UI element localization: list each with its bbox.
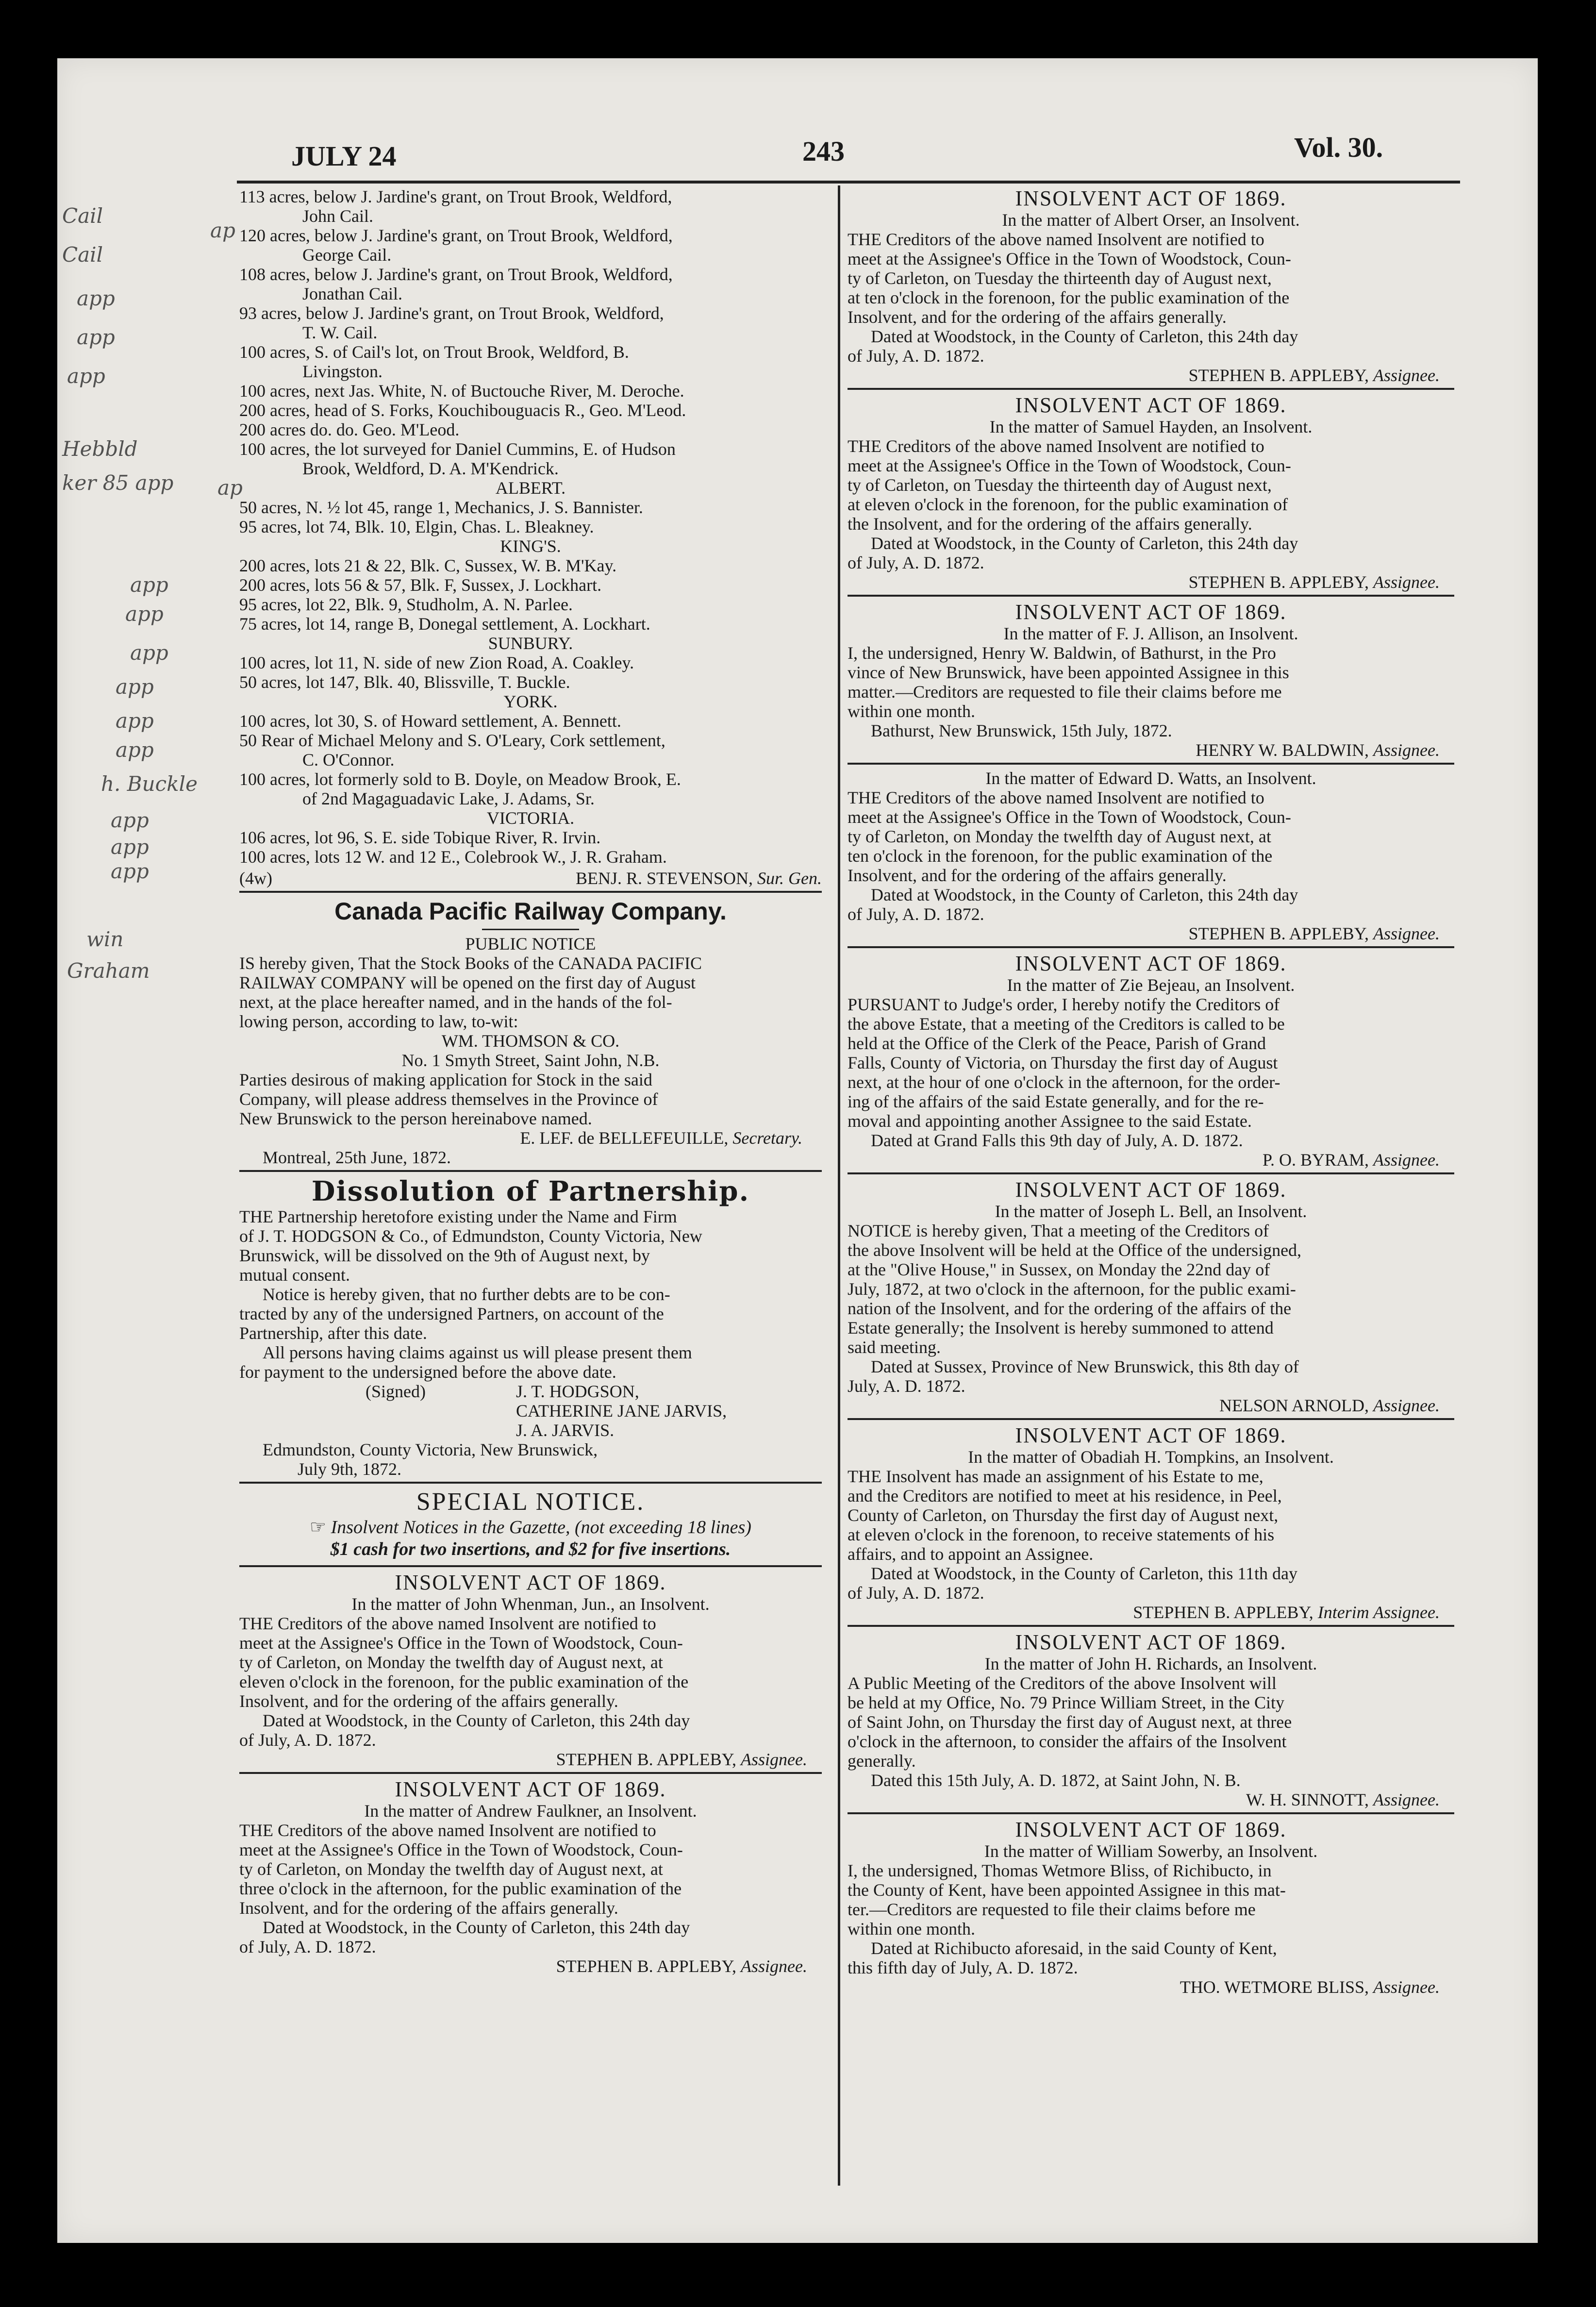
special-notice-text-1: Insolvent Notices in the Gazette, (not exceeding 18 lines) — [331, 1517, 751, 1538]
signed-label: (Signed) — [366, 1382, 426, 1401]
land-grant-line: 200 acres, head of S. Forks, Kouchibouguacis R., Geo. M'Leod. — [239, 401, 686, 420]
notice-line: Insolvent, and for the ordering of the affairs generally. — [239, 1898, 618, 1918]
notice-line: PURSUANT to Judge's order, I hereby notify the Creditors of — [848, 995, 1280, 1014]
notice-line: for payment to the undersigned before the above date. — [239, 1362, 616, 1382]
section-rule — [848, 1625, 1454, 1627]
notice-line: All persons having claims against us will please present them — [263, 1343, 692, 1362]
section-rule — [848, 1418, 1454, 1420]
notice-line: within one month. — [848, 1919, 975, 1939]
land-grant-line: Livingston. — [302, 362, 383, 381]
special-notice-line-2: $1 cash for two insertions, and $2 for five insertions. — [330, 1539, 731, 1559]
notice-line: RAILWAY COMPANY will be opened on the first day of August — [239, 973, 696, 992]
assignee-name: STEPHEN B. APPLEBY, — [556, 1956, 737, 1976]
land-grant-line: YORK. — [503, 692, 558, 711]
short-rule — [482, 929, 579, 930]
notice-line: THE Creditors of the above named Insolvent are notified to — [848, 788, 1264, 807]
notice-heading: INSOLVENT ACT OF 1869. — [1015, 1178, 1287, 1202]
volume-number: Vol. 30. — [1294, 132, 1383, 163]
notice-line: Dated at Woodstock, in the County of Carleton, this 11th day — [871, 1564, 1297, 1583]
notice-line: of July, A. D. 1872. — [848, 553, 984, 572]
notice-line: and the Creditors are notified to meet at his residence, in Peel, — [848, 1486, 1282, 1505]
notice-line: I, the undersigned, Henry W. Baldwin, of Bathurst, in the Pro — [848, 643, 1276, 663]
signer-1: J. T. HODGSON, — [516, 1382, 639, 1401]
insolvent-notice — [848, 1424, 1454, 1627]
notice-line: THE Partnership heretofore existing under the Name and Firm — [239, 1207, 677, 1226]
notice-signer-line — [848, 924, 1454, 943]
notice-line: No. 1 Smyth Street, Saint John, N.B. — [401, 1051, 660, 1070]
notice-line: Bathurst, New Brunswick, 15th July, 1872. — [871, 721, 1172, 740]
margin-mark: ap — [210, 218, 235, 242]
notice-line: July, 1872, at two o'clock in the afternoon, for the public exami- — [848, 1279, 1296, 1299]
assignee-name: HENRY W. BALDWIN, — [1196, 740, 1369, 760]
insolvent-notice — [239, 1778, 822, 1976]
signer-2: CATHERINE JANE JARVIS, — [516, 1401, 727, 1421]
land-grant-line: SUNBURY. — [488, 634, 573, 653]
notice-heading: INSOLVENT ACT OF 1869. — [1015, 1818, 1287, 1841]
section-rule — [239, 891, 822, 893]
land-grant-line: 95 acres, lot 22, Blk. 9, Studholm, A. N. Parlee. — [239, 595, 573, 614]
special-notice-line-1 — [239, 1517, 822, 1538]
assignee-name: STEPHEN B. APPLEBY, — [1188, 572, 1369, 592]
notice-line: Dated this 15th July, A. D. 1872, at Saint John, N. B. — [871, 1771, 1241, 1790]
notice-line: County of Carleton, on Thursday the first day of August next, — [848, 1505, 1279, 1525]
assignee-name: STEPHEN B. APPLEBY, — [1188, 366, 1369, 385]
notice-line: of July, A. D. 1872. — [239, 1730, 376, 1750]
section-rule — [848, 388, 1454, 390]
dissolution-place: Edmundston, County Victoria, New Brunswick, — [263, 1440, 598, 1459]
notice-line: ter.—Creditors are requested to file their claims before me — [848, 1900, 1256, 1919]
margin-note: app — [116, 738, 154, 762]
notice-line: ty of Carleton, on Monday the twelfth day of August next, at — [239, 1859, 663, 1879]
land-grant-line: T. W. Cail. — [302, 323, 378, 342]
notice-line: matter.—Creditors are requested to file their claims before me — [848, 682, 1282, 702]
margin-note: Hebbld — [62, 437, 138, 461]
secretary-name: E. LEF. de BELLEFEUILLE, — [520, 1128, 729, 1148]
notice-heading: INSOLVENT ACT OF 1869. — [1015, 186, 1287, 210]
notice-line: the Insolvent, and for the ordering of the affairs generally. — [848, 514, 1252, 534]
notice-line: meet at the Assignee's Office in the Town of Woodstock, Coun- — [239, 1840, 683, 1859]
notice-line: be held at my Office, No. 79 Prince William Street, in the City — [848, 1693, 1285, 1712]
section-rule — [848, 1172, 1454, 1174]
land-grant-line: 100 acres, lot formerly sold to B. Doyle, on Meadow Brook, E. — [239, 769, 681, 789]
section-rule — [848, 1812, 1454, 1814]
notice-line: meet at the Assignee's Office in the Town of Woodstock, Coun- — [848, 807, 1291, 827]
notice-matter: In the matter of Edward D. Watts, an Insolvent. — [985, 769, 1316, 788]
margin-note: Graham — [67, 959, 150, 983]
margin-note: app — [77, 286, 115, 310]
notice-line: Falls, County of Victoria, on Thursday the first day of August — [848, 1053, 1278, 1072]
page-number: 243 — [802, 135, 845, 167]
header-rule — [237, 181, 1460, 184]
canada-pacific-title: Canada Pacific Railway Company. — [334, 898, 727, 925]
special-notice-title: SPECIAL NOTICE. — [416, 1488, 645, 1516]
notice-heading: INSOLVENT ACT OF 1869. — [395, 1777, 666, 1801]
land-grant-line: 50 Rear of Michael Melony and S. O'Leary, Cork settlement, — [239, 731, 665, 750]
notice-line: Notice is hereby given, that no further debts are to be con- — [263, 1285, 670, 1304]
section-rule — [239, 1772, 822, 1774]
assignee-title: Assignee. — [1373, 1150, 1440, 1170]
margin-note: app — [111, 835, 149, 859]
land-grant-line: 100 acres, next Jas. White, N. of Buctouche River, M. Deroche. — [239, 381, 684, 401]
section-rule — [239, 1170, 822, 1172]
assignee-name: P. O. BYRAM, — [1262, 1150, 1369, 1170]
notice-line: Dated at Woodstock, in the County of Carleton, this 24th day — [263, 1918, 690, 1937]
notice-signer-line — [239, 1750, 822, 1769]
margin-note: app — [116, 675, 154, 699]
right-insolvent-notices — [848, 187, 1454, 1997]
notice-line: Dated at Woodstock, in the County of Carleton, this 24th day — [263, 1711, 690, 1730]
footer-reference: (4w) — [239, 869, 272, 888]
notice-line: Dated at Woodstock, in the County of Carleton, this 24th day — [871, 885, 1298, 904]
land-grant-line: 106 acres, lot 96, S. E. side Tobique River, R. Irvin. — [239, 828, 601, 847]
notice-line: Insolvent, and for the ordering of the affairs generally. — [848, 307, 1227, 327]
insolvent-notice — [848, 394, 1454, 597]
notice-line: Insolvent, and for the ordering of the affairs generally. — [239, 1691, 618, 1711]
assignee-title: Assignee. — [1373, 572, 1440, 592]
assignee-title: Assignee. — [1373, 366, 1440, 385]
assignee-name: STEPHEN B. APPLEBY, — [1188, 924, 1369, 943]
land-grant-line: 120 acres, below J. Jardine's grant, on Trout Brook, Weldford, — [239, 226, 673, 245]
notice-line: within one month. — [848, 702, 975, 721]
notice-line: of J. T. HODGSON & Co., of Edmundston, County Victoria, New — [239, 1226, 702, 1246]
notice-line: ty of Carleton, on Monday the twelfth day of August next, at — [848, 827, 1271, 846]
land-grant-line: 93 acres, below J. Jardine's grant, on Trout Brook, Weldford, — [239, 303, 664, 323]
notice-line: NOTICE is hereby given, That a meeting of the Creditors of — [848, 1221, 1269, 1240]
land-grant-line: George Cail. — [302, 245, 392, 265]
notice-line: the above Estate, that a meeting of the Creditors is called to be — [848, 1014, 1285, 1034]
notice-matter: In the matter of Samuel Hayden, an Insolvent. — [989, 417, 1313, 436]
land-grant-line: 200 acres, lots 56 & 57, Blk. F, Sussex, J. Lockhart. — [239, 575, 602, 595]
assignee-name: THO. WETMORE BLISS, — [1180, 1977, 1369, 1997]
signer-3: J. A. JARVIS. — [516, 1421, 615, 1440]
land-grant-line: 50 acres, N. ½ lot 45, range 1, Mechanics, J. S. Bannister. — [239, 498, 643, 517]
notice-line: ten o'clock in the forenoon, for the public examination of the — [848, 846, 1273, 866]
land-grant-line: 108 acres, below J. Jardine's grant, on Trout Brook, Weldford, — [239, 265, 673, 284]
land-grant-line: C. O'Connor. — [302, 750, 395, 769]
land-grant-line: 95 acres, lot 74, Blk. 10, Elgin, Chas. L. Bleakney. — [239, 517, 594, 536]
section-rule — [239, 1565, 822, 1567]
notice-matter: In the matter of John Whenman, Jun., an Insolvent. — [351, 1594, 710, 1614]
section-rule — [848, 946, 1454, 948]
insolvent-notice — [848, 769, 1454, 948]
assignee-title: Assignee. — [1373, 924, 1440, 943]
column-divider — [838, 185, 840, 2186]
notice-signer-line — [848, 740, 1454, 760]
assignee-title: Assignee. — [1373, 1396, 1440, 1415]
notice-line: THE Insolvent has made an assignment of his Estate to me, — [848, 1467, 1264, 1486]
gazette-page — [57, 58, 1538, 2243]
notice-line: o'clock in the afternoon, to consider the affairs of the Insolvent — [848, 1732, 1287, 1751]
land-grant-line: 100 acres, the lot surveyed for Daniel Cummins, E. of Hudson — [239, 439, 676, 459]
margin-note: win — [86, 927, 124, 951]
assignee-name: STEPHEN B. APPLEBY, — [556, 1750, 737, 1769]
surveyor-title: Sur. Gen. — [757, 869, 822, 888]
insolvent-notice — [848, 952, 1454, 1174]
land-grant-line: John Cail. — [302, 206, 374, 226]
notice-line: next, at the place hereafter named, and in the hands of the fol- — [239, 992, 672, 1012]
land-grant-line: ALBERT. — [495, 478, 566, 498]
notice-line: ty of Carleton, on Tuesday the thirteenth day of August next, — [848, 475, 1272, 495]
pointing-hand-icon: ☞ — [310, 1517, 327, 1538]
land-grant-line: of 2nd Magaguadavic Lake, J. Adams, Sr. — [302, 789, 595, 808]
assignee-name: STEPHEN B. APPLEBY, — [1133, 1603, 1313, 1622]
notice-line: at eleven o'clock in the forenoon, to receive statements of his — [848, 1525, 1275, 1544]
notice-line: Partnership, after this date. — [239, 1323, 427, 1343]
notice-line: ing of the affairs of the said Estate generally, and for the re- — [848, 1092, 1264, 1111]
margin-note: app — [116, 709, 154, 733]
notice-line: Dated at Richibucto aforesaid, in the said County of Kent, — [871, 1939, 1277, 1958]
notice-line: this fifth day of July, A. D. 1872. — [848, 1958, 1078, 1977]
notice-matter: In the matter of Andrew Faulkner, an Insolvent. — [364, 1801, 697, 1821]
notice-heading: INSOLVENT ACT OF 1869. — [1015, 1423, 1287, 1447]
notice-line: Dated at Sussex, Province of New Brunswick, this 8th day of — [871, 1357, 1299, 1376]
notice-line: THE Creditors of the above named Insolvent are notified to — [239, 1821, 656, 1840]
left-column — [239, 187, 822, 1976]
notice-signer-line — [848, 1150, 1454, 1170]
dissolution-date: July 9th, 1872. — [298, 1459, 402, 1479]
land-grant-line: 100 acres, lot 11, N. side of new Zion Road, A. Coakley. — [239, 653, 634, 672]
margin-note: app — [125, 602, 164, 626]
notice-line: said meeting. — [848, 1337, 941, 1357]
notice-heading: INSOLVENT ACT OF 1869. — [1015, 600, 1287, 624]
insolvent-notice — [848, 1818, 1454, 1997]
notice-line: eleven o'clock in the forenoon, for the public examination of the — [239, 1672, 689, 1691]
land-grant-line: 100 acres, lots 12 W. and 12 E., Colebrook W., J. R. Graham. — [239, 847, 667, 867]
assignee-name: W. H. SINNOTT, — [1246, 1790, 1369, 1809]
notice-line: WM. THOMSON & CO. — [441, 1031, 620, 1051]
notice-line: tracted by any of the undersigned Partners, on account of the — [239, 1304, 664, 1323]
notice-line: of July, A. D. 1872. — [848, 904, 984, 924]
margin-note: app — [130, 641, 168, 665]
notice-line: at eleven o'clock in the forenoon, for the public examination of — [848, 495, 1288, 514]
section-rule — [848, 595, 1454, 597]
land-grant-line: Brook, Weldford, D. A. M'Kendrick. — [302, 459, 559, 478]
notice-line: Dated at Woodstock, in the County of Carleton, this 24th day — [871, 534, 1298, 553]
notice-signer-line — [848, 1603, 1454, 1622]
notice-line: meet at the Assignee's Office in the Town of Woodstock, Coun- — [848, 456, 1291, 475]
notice-line: moval and appointing another Assignee to the said Estate. — [848, 1111, 1252, 1131]
section-rule — [848, 763, 1454, 765]
margin-note: ker 85 app — [62, 471, 174, 495]
notice-signer-line — [848, 1977, 1454, 1997]
canada-pacific-signer-line — [239, 1128, 822, 1148]
insolvent-notice — [848, 1631, 1454, 1814]
notice-line: Dated at Woodstock, in the County of Carleton, this 24th day — [871, 327, 1298, 346]
notice-line: Parties desirous of making application for Stock in the said — [239, 1070, 652, 1089]
assignee-title: Assignee. — [741, 1750, 807, 1769]
notice-signer-line — [848, 572, 1454, 592]
margin-note: app — [77, 325, 115, 349]
public-notice-heading: PUBLIC NOTICE — [465, 934, 596, 953]
notice-line: meet at the Assignee's Office in the Town of Woodstock, Coun- — [848, 249, 1291, 268]
notice-line: of July, A. D. 1872. — [239, 1937, 376, 1956]
notice-line: at the "Olive House," in Sussex, on Monday the 22nd day of — [848, 1260, 1270, 1279]
notice-line: Estate generally; the Insolvent is hereby summoned to attend — [848, 1318, 1274, 1337]
land-grant-line: 50 acres, lot 147, Blk. 40, Blissville, T. Buckle. — [239, 672, 570, 692]
land-grant-line: 100 acres, lot 30, S. of Howard settlement, A. Bennett. — [239, 711, 621, 731]
notice-heading: INSOLVENT ACT OF 1869. — [1015, 393, 1287, 417]
notice-line: of Saint John, on Thursday the first day of August next, at three — [848, 1712, 1292, 1732]
notice-line: THE Creditors of the above named Insolvent are notified to — [848, 230, 1264, 249]
margin-note: app — [111, 808, 149, 832]
dissolution-signed — [239, 1382, 822, 1401]
insolvent-notice — [239, 1571, 822, 1774]
notice-signer-line — [848, 366, 1454, 385]
notice-line: of July, A. D. 1872. — [848, 346, 984, 366]
notice-line: vince of New Brunswick, have been appointed Assignee in this — [848, 663, 1289, 682]
margin-note: Cail — [62, 243, 103, 267]
notice-line: I, the undersigned, Thomas Wetmore Bliss, of Richibucto, in — [848, 1861, 1272, 1880]
section-rule — [239, 1482, 822, 1484]
notice-line: Brunswick, will be dissolved on the 9th of August next, by — [239, 1246, 650, 1265]
notice-line: Dated at Grand Falls this 9th day of July, A. D. 1872. — [871, 1131, 1243, 1150]
assignee-title: Assignee. — [1373, 1790, 1440, 1809]
issue-date: JULY 24 — [291, 140, 397, 172]
land-grant-line: 100 acres, S. of Cail's lot, on Trout Brook, Weldford, B. — [239, 342, 629, 362]
secretary-title: Secretary. — [732, 1128, 802, 1148]
notice-line: meet at the Assignee's Office in the Town of Woodstock, Coun- — [239, 1633, 683, 1653]
assignee-name: NELSON ARNOLD, — [1219, 1396, 1369, 1415]
margin-note: app — [67, 364, 105, 388]
margin-note: h. Buckle — [101, 772, 198, 796]
notice-line: next, at the hour of one o'clock in the afternoon, for the order- — [848, 1072, 1280, 1092]
right-column — [848, 187, 1454, 1997]
dissolution-title: Dissolution of Partnership. — [311, 1175, 750, 1207]
land-grant-line: KING'S. — [500, 536, 561, 556]
notice-line: the County of Kent, have been appointed Assignee in this mat- — [848, 1880, 1286, 1900]
surveyor-signature: BENJ. R. STEVENSON, — [575, 869, 753, 888]
assignee-title: Assignee. — [1373, 740, 1440, 760]
insolvent-notice — [848, 601, 1454, 765]
margin-note: app — [111, 859, 149, 883]
notice-heading: INSOLVENT ACT OF 1869. — [395, 1571, 666, 1594]
notice-matter: In the matter of Obadiah H. Tompkins, an Insolvent. — [968, 1447, 1334, 1467]
notice-line: ty of Carleton, on Tuesday the thirteenth day of August next, — [848, 268, 1272, 288]
land-list-footer — [239, 869, 822, 888]
assignee-title: Interim Assignee. — [1317, 1603, 1440, 1622]
notice-line: the above Insolvent will be held at the Office of the undersigned, — [848, 1240, 1302, 1260]
notice-line: A Public Meeting of the Creditors of the above Insolvent will — [848, 1673, 1277, 1693]
notice-signer-line — [848, 1396, 1454, 1415]
canada-pacific-date: Montreal, 25th June, 1872. — [263, 1148, 451, 1167]
insolvent-notice — [848, 187, 1454, 390]
left-insolvent-notices — [239, 1571, 822, 1976]
margin-mark: ap — [217, 476, 243, 500]
margin-note: Cail — [62, 204, 103, 228]
notice-matter: In the matter of Joseph L. Bell, an Insolvent. — [995, 1202, 1307, 1221]
notice-line: generally. — [848, 1751, 916, 1771]
notice-signer-line — [239, 1956, 822, 1976]
notice-line: nation of the Insolvent, and for the ordering of the affairs of the — [848, 1299, 1292, 1318]
notice-heading: INSOLVENT ACT OF 1869. — [1015, 1630, 1287, 1654]
notice-matter: In the matter of Zie Bejeau, an Insolvent. — [1007, 975, 1295, 995]
notice-heading: INSOLVENT ACT OF 1869. — [1015, 952, 1287, 975]
dissolution-body — [239, 1207, 822, 1382]
notice-line: of July, A. D. 1872. — [848, 1583, 984, 1603]
notice-signer-line — [848, 1790, 1454, 1809]
assignee-title: Assignee. — [1373, 1977, 1440, 1997]
notice-line: mutual consent. — [239, 1265, 350, 1285]
land-grant-line: 75 acres, lot 14, range B, Donegal settlement, A. Lockhart. — [239, 614, 650, 634]
notice-matter: In the matter of Albert Orser, an Insolvent. — [1002, 210, 1300, 230]
assignee-title: Assignee. — [741, 1956, 807, 1976]
notice-line: lowing person, according to law, to-wit: — [239, 1012, 518, 1031]
canada-pacific-body — [239, 953, 822, 1128]
notice-line: New Brunswick to the person hereinabove named. — [239, 1109, 592, 1128]
notice-matter: In the matter of William Sowerby, an Insolvent. — [984, 1841, 1318, 1861]
notice-line: Company, will please address themselves in the Province of — [239, 1089, 658, 1109]
notice-line: ty of Carleton, on Monday the twelfth day of August next, at — [239, 1653, 663, 1672]
notice-line: July, A. D. 1872. — [848, 1376, 965, 1396]
notice-line: held at the Office of the Clerk of the Peace, Parish of Grand — [848, 1034, 1266, 1053]
notice-line: three o'clock in the afternoon, for the public examination of the — [239, 1879, 682, 1898]
notice-line: Insolvent, and for the ordering of the affairs generally. — [848, 866, 1227, 885]
notice-matter: In the matter of F. J. Allison, an Insolvent. — [1003, 624, 1298, 643]
notice-line: THE Creditors of the above named Insolvent are notified to — [239, 1614, 656, 1633]
notice-matter: In the matter of John H. Richards, an Insolvent. — [984, 1654, 1317, 1673]
notice-line: THE Creditors of the above named Insolvent are notified to — [848, 436, 1264, 456]
land-grant-line: 113 acres, below J. Jardine's grant, on Trout Brook, Weldford, — [239, 187, 672, 206]
margin-note: app — [130, 573, 168, 597]
insolvent-notice — [848, 1178, 1454, 1420]
land-grant-list — [239, 187, 822, 867]
notice-line: affairs, and to appoint an Assignee. — [848, 1544, 1094, 1564]
land-grant-line: 200 acres, lots 21 & 22, Blk. C, Sussex, W. B. M'Kay. — [239, 556, 617, 575]
notice-line: at ten o'clock in the forenoon, for the public examination of the — [848, 288, 1290, 307]
land-grant-line: VICTORIA. — [486, 808, 575, 828]
notice-line: IS hereby given, That the Stock Books of the CANADA PACIFIC — [239, 953, 702, 973]
land-grant-line: Jonathan Cail. — [302, 284, 402, 303]
land-grant-line: 200 acres do. do. Geo. M'Leod. — [239, 420, 460, 439]
